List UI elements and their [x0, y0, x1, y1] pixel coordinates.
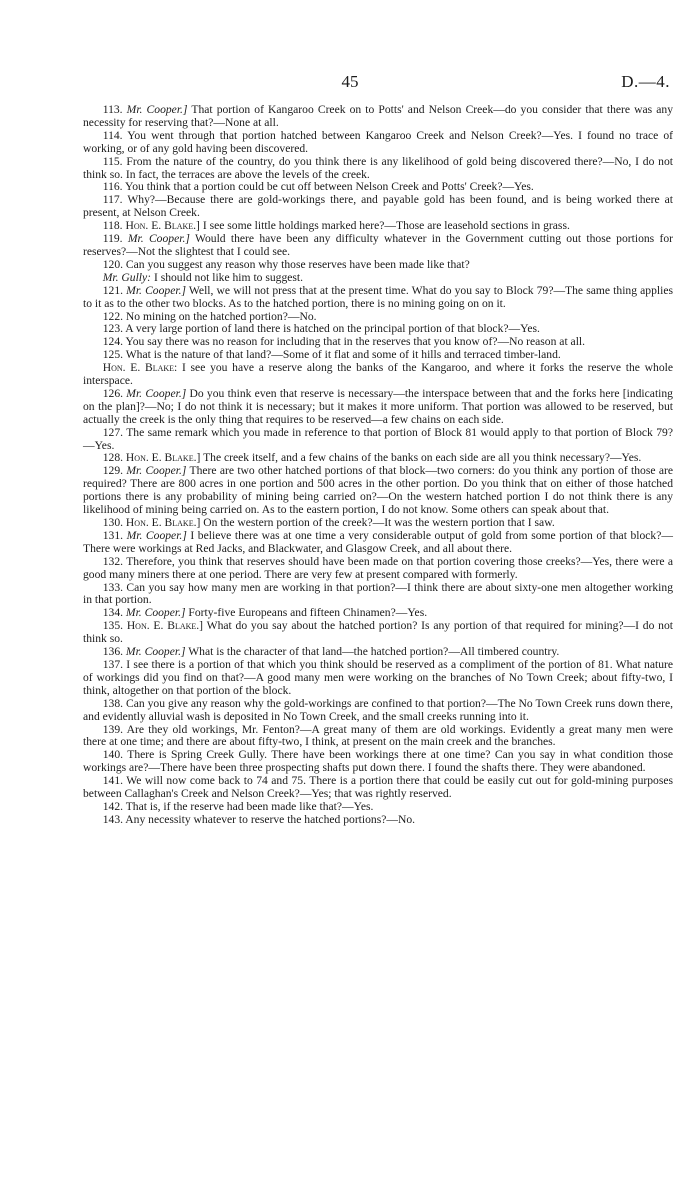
speaker-label: Mr. Cooper.] [126, 283, 186, 297]
paragraph-text: I should not like him to suggest. [153, 270, 304, 284]
question-number: 116. [102, 180, 123, 194]
testimony-paragraph [83, 530, 673, 556]
testimony-paragraph [83, 724, 673, 750]
question-number: 114. [102, 128, 123, 142]
speaker-label: Hon. E. Blake.] [125, 516, 201, 529]
testimony-paragraph [83, 749, 673, 775]
speaker-label: Hon. E. Blake.] [126, 619, 204, 633]
question-number: 125. [102, 348, 124, 362]
question-number: 132. [102, 554, 124, 568]
paragraph-text: There are two other hatched portions of that block—two corners: do you think any portion of those are required? There are 800 acres in one portion and 500 acres in the other portion. Do you think that on either of those hatched portions there is any probability of mining being carried on?—On the western hatched portion I do not think there is any likelihood of mining being carried on. As to the eastern portion, I do not know. Some others can speak about that. [83, 464, 673, 517]
paragraph-text: The creek itself, and a few chains of the banks on each side are all you think necessary?—Yes. [203, 451, 642, 465]
paragraph-text: Can you suggest any reason why those reserves have been made like that? [125, 257, 470, 271]
question-number: 128. [102, 451, 124, 465]
question-number: 130. [102, 516, 124, 529]
question-number: 118. [102, 219, 123, 233]
question-number: 124. [102, 335, 124, 349]
speaker-label: Hon. E. Blake.] [125, 451, 201, 465]
speaker-label: Mr. Cooper.] [126, 386, 187, 400]
paragraph-text: That portion of Kangaroo Creek on to Potts' and Nelson Creek—do you consider that there was any necessity for reserving that?—None at all. [83, 103, 673, 129]
paragraph-text: Why?—Because there are gold-workings there, and payable gold has been found, and is being worked there at present, at Nelson Creek. [83, 193, 673, 220]
testimony-paragraph [83, 388, 673, 427]
question-number: 133. [102, 580, 124, 594]
page-header [0, 72, 700, 94]
speaker-label: Mr. Cooper.] [125, 606, 186, 620]
paragraph-text: I see there is a portion of that which you think should be reserved as a compliment of the portion of 81. What nature of workings did you find on that?—A good many men were working on the branches of No Town Creek; about fifty-two, I think, altogether on that portion of the block. [83, 657, 673, 697]
paragraph-text: On the western portion of the creek?—It was the western portion that I saw. [203, 516, 555, 529]
testimony-paragraph [83, 814, 673, 827]
question-number: 143. [102, 812, 124, 826]
testimony-paragraph [83, 582, 673, 608]
paragraph-text: Forty-five Europeans and fifteen Chinamen?—Yes. [188, 606, 428, 620]
question-number: 134. [102, 606, 124, 620]
testimony-paragraph [83, 194, 673, 220]
paragraph-text: What is the nature of that land?—Some of it flat and some of it hills and terraced timber-land. [125, 348, 561, 362]
testimony-paragraph [83, 427, 673, 453]
paragraph-text: You went through that portion hatched between Kangaroo Creek and Nelson Creek?—Yes. I found no trace of working, or of any gold having been discovered. [83, 128, 674, 155]
paragraph-text: Would there have been any difficulty whatever in the Government cutting out those portions for reserves?—Not the slightest that I could see. [83, 232, 673, 258]
testimony-paragraph [83, 156, 673, 182]
question-number: 123. [102, 322, 124, 336]
paragraph-text: Well, we will not press that at the present time. What do you say to Block 79?—The same thing applies to it as to the other two blocks. As to the hatched portion, there is no mining going on on it. [83, 283, 673, 310]
paragraph-text: Any necessity whatever to reserve the hatched portions?—No. [125, 812, 416, 826]
question-number: 126. [102, 386, 124, 400]
paragraph-text: I see some little holdings marked here?—Those are leasehold sections in grass. [202, 219, 570, 233]
testimony-paragraph [83, 698, 673, 724]
paragraph-text: Can you give any reason why the gold-workings are confined to that portion?—The No Town Creek runs down there, and evidently alluvial wash is deposited in No Town Creek, and the small creeks running into it. [83, 696, 673, 723]
paragraph-text: What is the character of that land—the hatched portion?—All timbered country. [188, 645, 560, 659]
transcript-body [83, 104, 673, 827]
question-number: 117. [102, 193, 123, 207]
question-number: 113. [102, 103, 123, 116]
question-number: 127. [102, 425, 124, 439]
speaker-label: Mr. Gully: [102, 270, 152, 284]
speaker-label: Hon. E. Blake: [102, 361, 178, 375]
question-number: 129. [102, 464, 124, 478]
testimony-paragraph [83, 775, 673, 801]
question-number: 135. [102, 619, 124, 633]
paragraph-text: Do you think even that reserve is necessary—the interspace between that and the forks here [indicating on the plan]?—No; I do not think it is necessary; but it makes it more uniform. That portion was allowed to be reserved, but actually the creek is the only thing that requires to be reserved—a few chains on each side. [83, 386, 673, 426]
testimony-paragraph [83, 465, 673, 517]
paragraph-text: No mining on the hatched portion?—No. [125, 309, 317, 323]
paragraph-text: Therefore, you think that reserves should have been made on that portion covering those creeks?—Yes, there were a good many miners there at one period. There are very few at present compared with formerly. [83, 554, 673, 581]
paragraph-text: There is Spring Creek Gully. There have been workings there at one time? Can you say in what condition those workings are?—There have been three prospecting shafts put down there. I found the shafts there. They were abandoned. [83, 748, 673, 775]
paragraph-text: Can you say how many men are working in that portion?—I think there are about sixty-one men altogether working in that portion. [83, 580, 674, 607]
question-number: 136. [102, 645, 124, 659]
page-number: 45 [341, 72, 359, 91]
paragraph-text: You say there was no reason for including that in the reserves that you know of?—No reason at all. [125, 335, 586, 349]
question-number: 115. [102, 154, 123, 168]
testimony-paragraph [83, 620, 673, 646]
testimony-paragraph [83, 233, 673, 259]
speaker-label: Mr. Cooper.] [126, 464, 187, 478]
paragraph-text: A very large portion of land there is hatched on the principal portion of that block?—Yes. [125, 322, 540, 336]
paragraph-text: From the nature of the country, do you think there is any likelihood of gold being discovered there?—No, I do not think so. In fact, the terraces are above the levels of the creek. [83, 154, 674, 181]
speaker-label: Mr. Cooper.] [126, 103, 188, 116]
paragraph-text: That is, if the reserve had been made like that?—Yes. [125, 799, 374, 813]
testimony-paragraph [83, 104, 673, 130]
question-number: 141. [102, 774, 124, 788]
testimony-paragraph [83, 362, 673, 388]
question-number: 120. [102, 257, 124, 271]
speaker-label: Mr. Cooper.] [127, 232, 190, 246]
question-number: 140. [102, 748, 124, 762]
testimony-paragraph [83, 556, 673, 582]
paragraph-text: What do you say about the hatched portion? Is any portion of that required for mining?—I do not think so. [83, 619, 673, 646]
paragraph-text: Are they old workings, Mr. Fenton?—A great many of them are old workings. Evidently a great many men were there at one time; and there are about fifty-two, I think, at present on the main creek and the branches. [83, 722, 673, 749]
paragraph-text: I believe there was at one time a very considerable output of gold from some portion of that block?—There were workings at Red Jacks, and Blackwater, and Glasgow Creek, and all about there. [83, 528, 673, 555]
paragraph-text: We will now come back to 74 and 75. There is a portion there that could be easily cut out for gold-mining purposes between Callaghan's Creek and Nelson Creek?—Yes; that was rightly reserved. [83, 774, 673, 801]
speaker-label: Mr. Cooper.] [126, 528, 187, 542]
question-number: 119. [102, 232, 123, 246]
question-number: 137. [102, 657, 124, 671]
speaker-label: Mr. Cooper.] [125, 645, 186, 659]
testimony-paragraph [83, 130, 673, 156]
question-number: 142. [102, 799, 124, 813]
question-number: 131. [102, 528, 124, 542]
paragraph-text: You think that a portion could be cut off between Nelson Creek and Potts' Creek?—Yes. [125, 180, 534, 194]
paragraph-text: The same remark which you made in reference to that portion of Block 81 would apply to that portion of Block 79?—Yes. [83, 425, 673, 452]
question-number: 121. [102, 283, 124, 297]
question-number: 139. [102, 722, 124, 736]
question-number: 138. [102, 696, 124, 710]
paragraph-text: I see you have a reserve along the banks of the Kangaroo, and where it forks the reserve the whole interspace. [83, 361, 673, 388]
testimony-paragraph [83, 285, 673, 311]
question-number: 122. [102, 309, 124, 323]
speaker-label: Hon. E. Blake.] [125, 219, 200, 233]
testimony-paragraph [83, 659, 673, 698]
document-reference: D.—4. [621, 72, 670, 91]
